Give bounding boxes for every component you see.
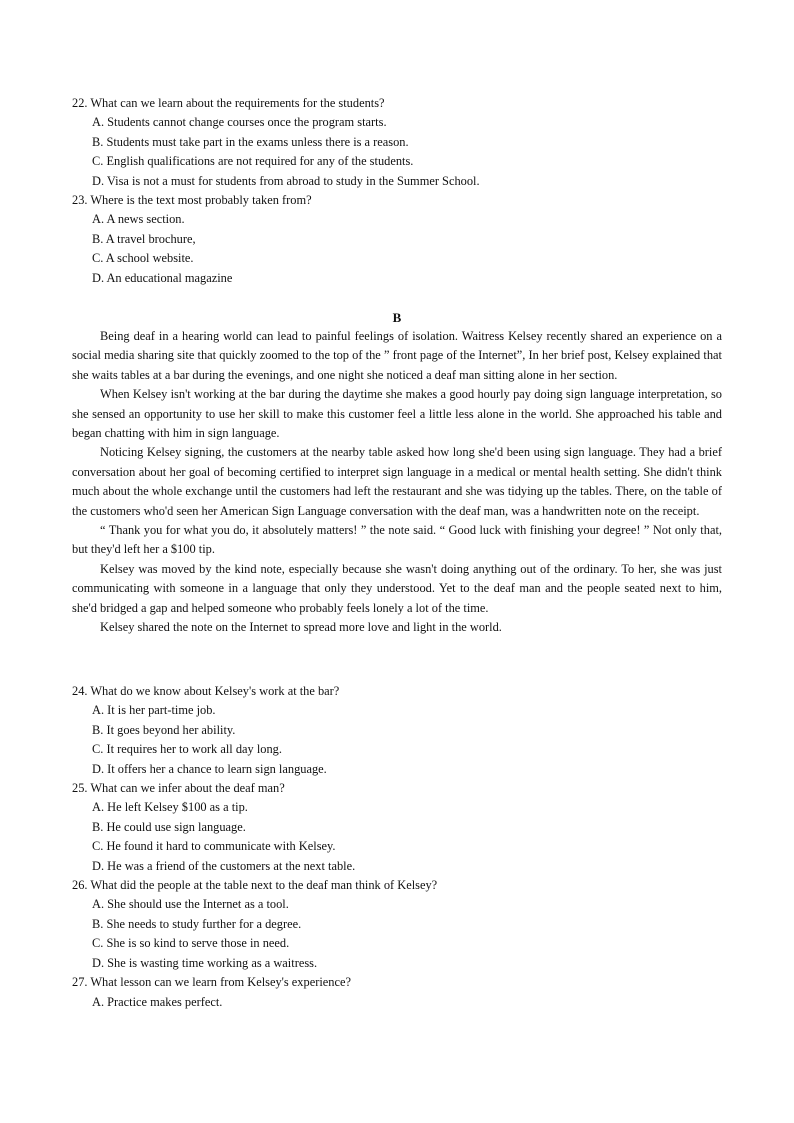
section-b-title: B	[392, 310, 402, 325]
question-23-option-c: C. A school website.	[92, 251, 194, 266]
questions-22-23	[72, 94, 722, 288]
question-26-option-c: C. She is so kind to serve those in need.	[92, 936, 290, 951]
question-26-option-b: B. She needs to study further for a degree.	[92, 916, 302, 931]
question-24-option-d: D. It offers her a chance to learn sign language.	[92, 761, 327, 776]
question-24-option-c: C. It requires her to work all day long.	[92, 742, 282, 757]
question-24-stem: 24. What do we know about Kelsey's work at the bar?	[72, 684, 340, 698]
questions-24-27	[72, 682, 722, 1012]
question-25-option-b: B. He could use sign language.	[92, 819, 246, 834]
question-23-option-a: A. A news section.	[92, 212, 185, 227]
question-25-option-d: D. He was a friend of the customers at the next table.	[92, 858, 356, 873]
question-23-option-b: B. A travel brochure,	[92, 231, 196, 246]
question-24-option-a: A. It is her part-time job.	[92, 703, 216, 718]
question-24-option-b: B. It goes beyond her ability.	[92, 722, 236, 737]
question-27-option-a: A. Practice makes perfect.	[92, 994, 223, 1009]
question-25-option-a: A. He left Kelsey $100 as a tip.	[92, 800, 248, 815]
passage-paragraph-6: Kelsey shared the note on the Internet to spread more love and light in the world.	[100, 620, 502, 635]
question-26-option-a: A. She should use the Internet as a tool.	[92, 897, 289, 912]
question-23-option-d: D. An educational magazine	[92, 270, 233, 285]
question-26-option-d: D. She is wasting time working as a waitress.	[92, 955, 318, 970]
question-23-stem: 23. Where is the text most probably taken from?	[72, 193, 312, 208]
section-b-passage	[72, 308, 722, 638]
question-22-stem: 22. What can we learn about the requirements for the students?	[72, 96, 385, 110]
passage-paragraph-4: “ Thank you for what you do, it absolutely matters! ” the note said. “ Good luck with finishing your degree! ” Not only that, but they'd left her a $100 tip.	[72, 523, 722, 557]
passage-paragraph-1: Being deaf in a hearing world can lead to painful feelings of isolation. Waitress Kelsey recently shared an experience on a social media sharing site that quickly zoomed to the top of the ” front page of the Internet”, In her brief post, Kelsey explained that she waits tables at a bar during the evenings, and one night she noticed a deaf man sitting alone in her section.	[72, 329, 722, 382]
question-26-stem: 26. What did the people at the table next to the deaf man think of Kelsey?	[72, 878, 438, 893]
passage-paragraph-5: Kelsey was moved by the kind note, especially because she wasn't doing anything out of the ordinary. To her, she was just communicating with someone in a language that only they understood. Yet to the deaf man and the people seated next to him, she'd bridged a gap and helped someone who probably feels lonely a lot of the time.	[72, 561, 722, 615]
passage-paragraph-2: When Kelsey isn't working at the bar during the daytime she makes a good hourly pay doing sign language interpretation, so she sensed an opportunity to use her skill to make this customer feel a little less alone in the world. She approached his table and began chatting with him in sign language.	[72, 387, 722, 441]
question-25-stem: 25. What can we infer about the deaf man?	[72, 781, 285, 796]
passage-paragraph-3: Noticing Kelsey signing, the customers at the nearby table asked how long she'd been using sign language. They had a brief conversation about her goal of becoming certified to interpret sign language in a medical or mental health setting. She didn't think much about the whole exchange until the customers had left the restaurant and she was tidying up the tables. There, on the table of the customers who'd seen her American Sign Language conversation with the deaf man, was a handwritten note on the receipt.	[72, 445, 722, 518]
question-22-option-c: C. English qualifications are not required for any of the students.	[92, 154, 414, 169]
question-22-option-d: D. Visa is not a must for students from abroad to study in the Summer School.	[92, 173, 480, 188]
question-22-option-a: A. Students cannot change courses once the program starts.	[92, 115, 387, 130]
question-22-option-b: B. Students must take part in the exams unless there is a reason.	[92, 134, 409, 149]
question-25-option-c: C. He found it hard to communicate with Kelsey.	[92, 839, 336, 854]
question-27-stem: 27. What lesson can we learn from Kelsey's experience?	[72, 975, 351, 990]
